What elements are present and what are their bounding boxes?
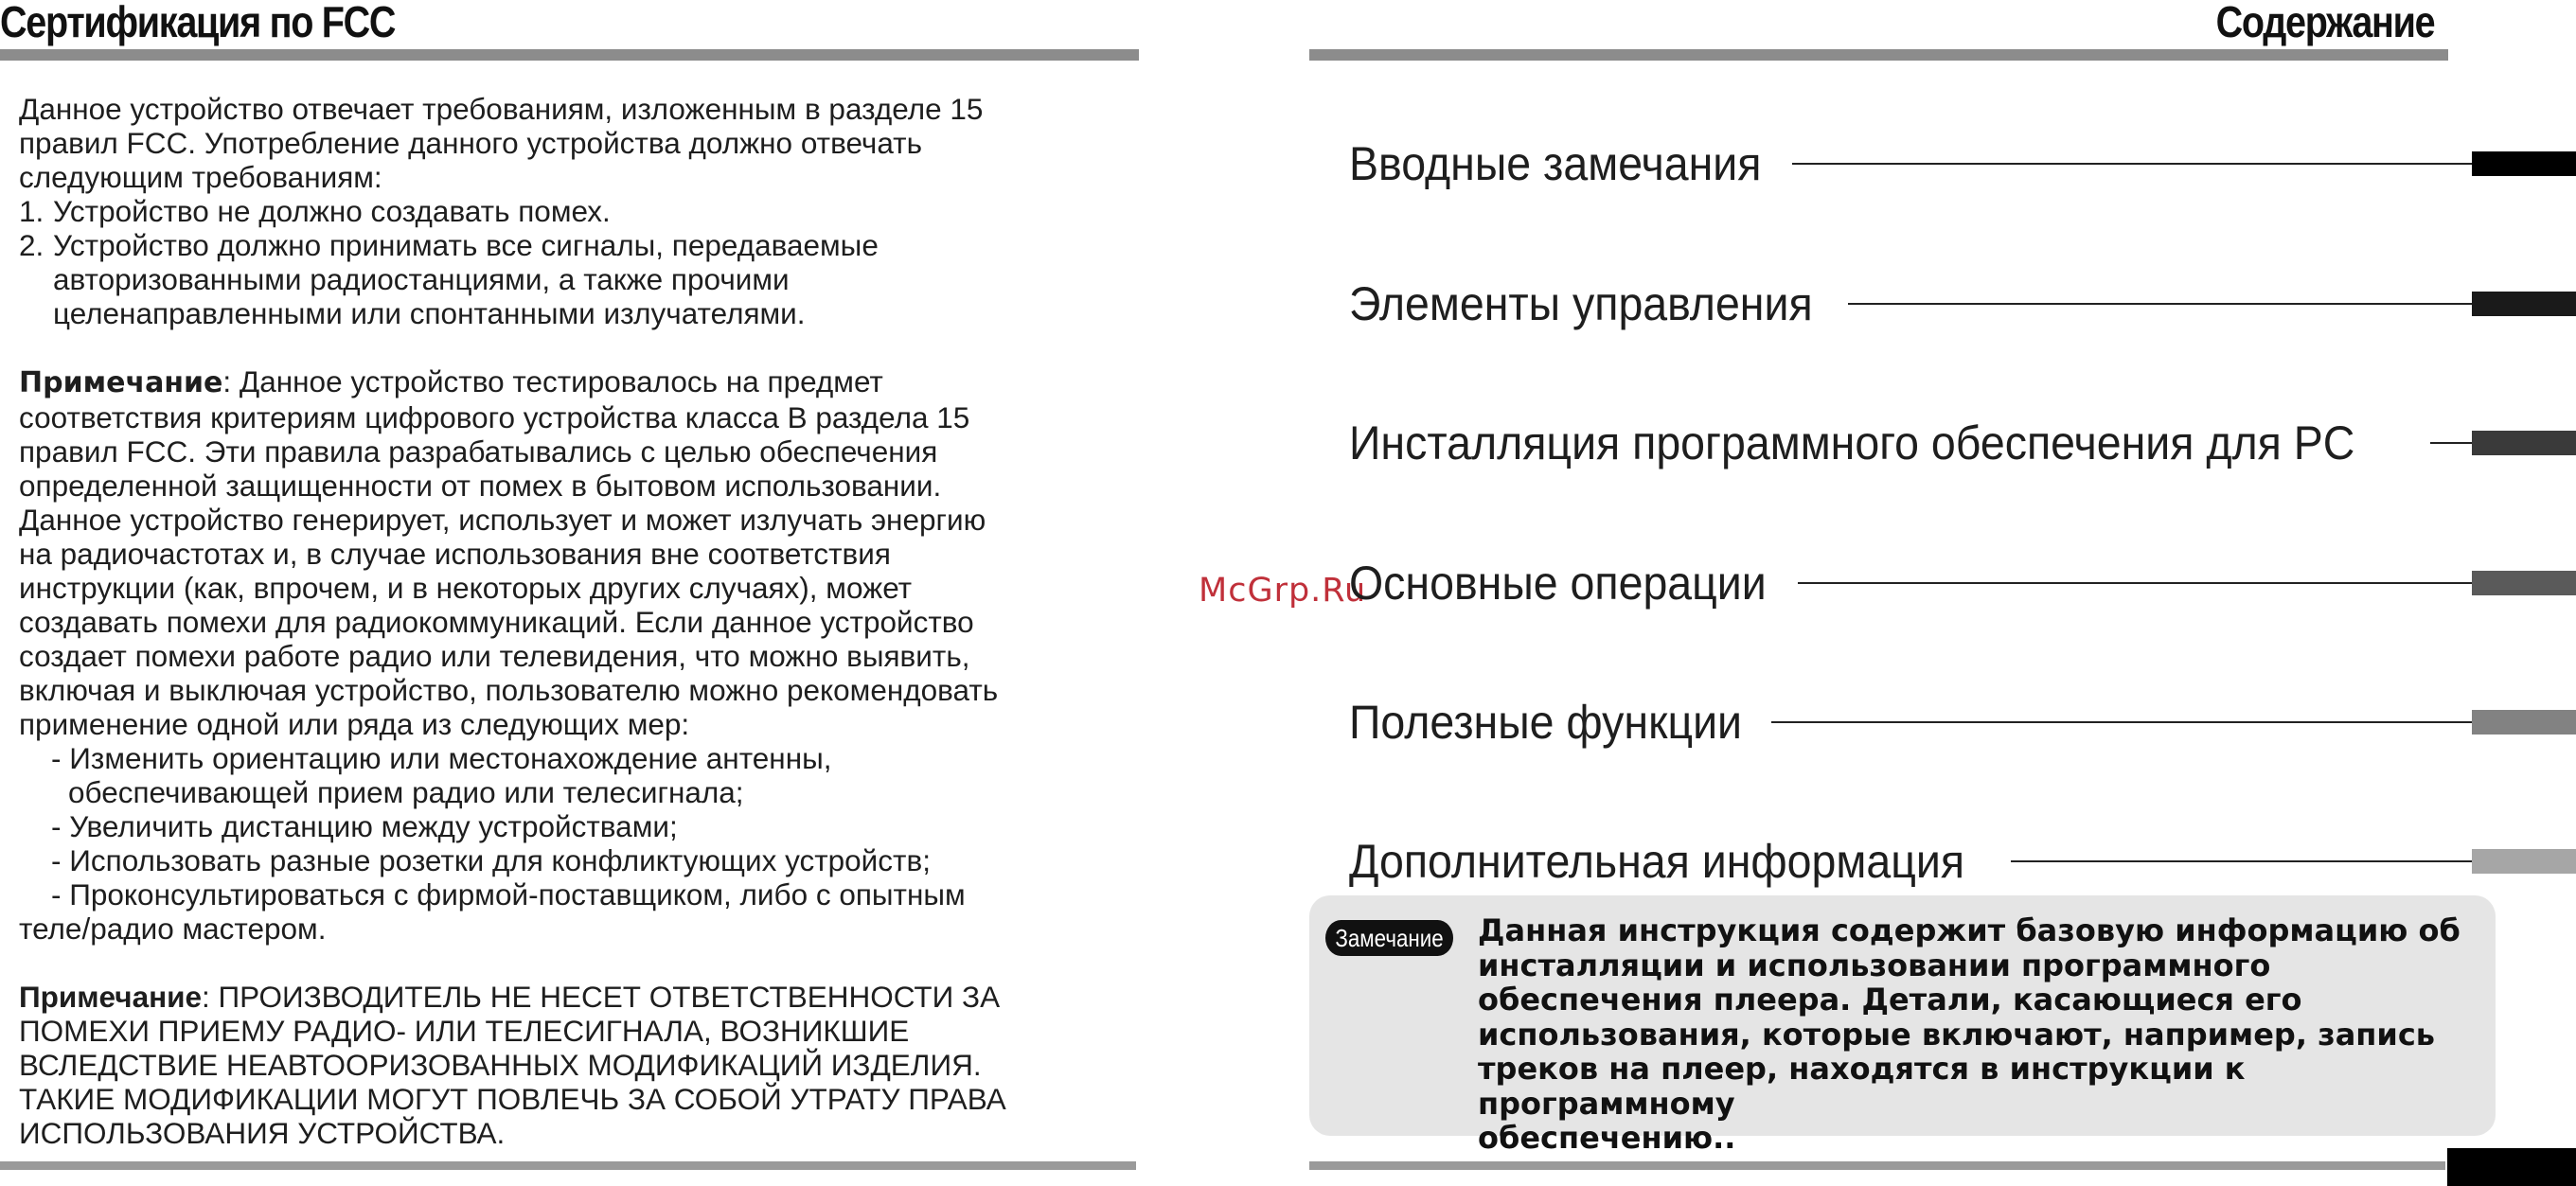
toc-entry[interactable] [1349, 833, 2576, 890]
toc-entry[interactable] [1349, 275, 2576, 332]
toc-label[interactable]: Вводные замечания [1349, 137, 1762, 190]
note-label: Примечание [19, 980, 202, 1014]
toc-leader-line [1771, 721, 2472, 723]
note-line: на радиочастотах и, в случае использования вне соответствия [19, 537, 891, 571]
section-tab [2472, 431, 2576, 455]
note-text-line: обеспечению.. [1478, 1120, 1736, 1156]
measure-item: - Использовать разные розетки для конфликтующих устройств; [51, 843, 931, 877]
requirement-line: Устройство не должно создавать помех. [53, 194, 611, 228]
note-first-line [19, 980, 1108, 1014]
title-underline [1309, 49, 2448, 61]
note-first-text: : Данное устройство тестировалось на предмет [222, 364, 883, 398]
requirement-number: 1. [19, 194, 44, 228]
note-line: соответствия критериям цифрового устройства класса B раздела 15 [19, 400, 970, 434]
note-line: применение одной или ряда из следующих мер: [19, 707, 690, 741]
note-line: ТАКИЕ МОДИФИКАЦИИ МОГУТ ПОВЛЕЧЬ ЗА СОБОЙ УТРАТУ ПРАВА [19, 1082, 1006, 1116]
toc-entry[interactable] [1349, 415, 2576, 471]
section-tab [2472, 571, 2576, 595]
page-corner-block [2447, 1148, 2576, 1186]
note-line: правил FCC. Эти правила разрабатывались с целью обеспечения [19, 434, 938, 469]
note-line: Данное устройство генерирует, использует и может излучать энергию [19, 503, 986, 537]
note-text [1478, 913, 2500, 1156]
note-line: ИСПОЛЬЗОВАНИЯ УСТРОЙСТВА. [19, 1116, 506, 1150]
toc-label[interactable]: Элементы управления [1349, 277, 1813, 330]
note-line: включая и выключая устройство, пользователю можно рекомендовать [19, 673, 999, 707]
requirement-item [19, 194, 1108, 228]
note-text-line: использования, которые включают, например, запись [1478, 1016, 2436, 1053]
note-text-line: обеспечения плеера. Детали, касающиеся его [1478, 982, 2302, 1018]
toc-leader-line [1848, 303, 2473, 305]
intro-line: правил FCC. Употребление данного устройства должно отвечать [19, 126, 922, 160]
note-line: создает помехи работе радио или телевидения, что можно выявить, [19, 639, 970, 673]
title-underline [0, 49, 1139, 61]
section-tab [2472, 710, 2576, 735]
note-line: ПОМЕХИ ПРИЕМУ РАДИО- ИЛИ ТЕЛЕСИГНАЛА, ВОЗНИКШИЕ [19, 1014, 910, 1048]
intro-line: Данное устройство отвечает требованиям, изложенным в разделе 15 [19, 92, 984, 126]
measure-item: - Проконсультироваться с фирмой-поставщиком, либо с опытным [51, 877, 966, 912]
note-badge: Замечание [1325, 920, 1453, 956]
note-line: определенной защищенности от помех в бытовом использовании. [19, 469, 942, 503]
section-tab [2472, 151, 2576, 176]
toc-label[interactable]: Полезные функции [1349, 696, 1743, 749]
requirement-line: авторизованными радиостанциями, а также прочими [53, 262, 790, 296]
note-text-line: треков на плеер, находятся в инструкции к программному [1478, 1051, 2246, 1122]
note-first-text: : ПРОИЗВОДИТЕЛЬ НЕ НЕСЕТ ОТВЕТСТВЕННОСТИ ЗА [202, 980, 1001, 1014]
toc-entry[interactable] [1349, 555, 2576, 611]
intro-line: следующим требованиям: [19, 160, 382, 194]
toc-leader-line [2430, 442, 2472, 444]
requirement-line: Устройство должно принимать все сигналы, передаваемые [53, 228, 879, 262]
toc-leader-line [2011, 860, 2472, 862]
section-tab [2472, 849, 2576, 874]
requirement-line: целенаправленными или спонтанными излучателями. [53, 296, 806, 330]
note-line: ВСЛЕДСТВИЕ НЕАВТООРИЗОВАННЫХ МОДИФИКАЦИЙ ИЗДЕЛИЯ. [19, 1048, 982, 1082]
measure-item-continued: обеспечивающей прием радио или телесигнала; [68, 775, 744, 809]
bottom-rule [0, 1161, 1136, 1170]
toc-label[interactable]: Дополнительная информация [1349, 835, 1965, 888]
measure-item: - Изменить ориентацию или местонахождение антенны, [51, 741, 832, 775]
section-tab [2472, 292, 2576, 316]
toc-leader-line [1798, 582, 2472, 584]
bottom-rule [1309, 1161, 2445, 1170]
fcc-text-block [19, 92, 1108, 1150]
toc-label[interactable]: Основные операции [1349, 557, 1767, 610]
note-line: теле/радио мастером. [19, 912, 327, 946]
requirement-item [19, 228, 1108, 330]
requirement-number: 2. [19, 228, 44, 262]
note-line: инструкции (как, впрочем, и в некоторых других случаях), может [19, 571, 913, 605]
toc-leader-line [1792, 163, 2472, 165]
toc-entry[interactable] [1349, 694, 2576, 751]
page-title-fcc: Сертификация по FCC [0, 0, 396, 46]
toc-label[interactable]: Инсталляция программного обеспечения для PC [1349, 416, 2355, 469]
page-title-contents: Содержание [2215, 0, 2434, 46]
note-text-line: Данная инструкция содержит базовую информацию об [1478, 912, 2461, 948]
note-text-line: инсталляции и использовании программного [1478, 947, 2271, 983]
note-first-line [19, 364, 1108, 400]
note-line: создавать помехи для радиокоммуникаций. Если данное устройство [19, 605, 974, 639]
toc-entry[interactable] [1349, 135, 2576, 192]
measure-item: - Увеличить дистанцию между устройствами; [51, 809, 678, 843]
note-label: Примечание [19, 366, 223, 399]
watermark: McGrp.Ru [1199, 572, 1367, 610]
